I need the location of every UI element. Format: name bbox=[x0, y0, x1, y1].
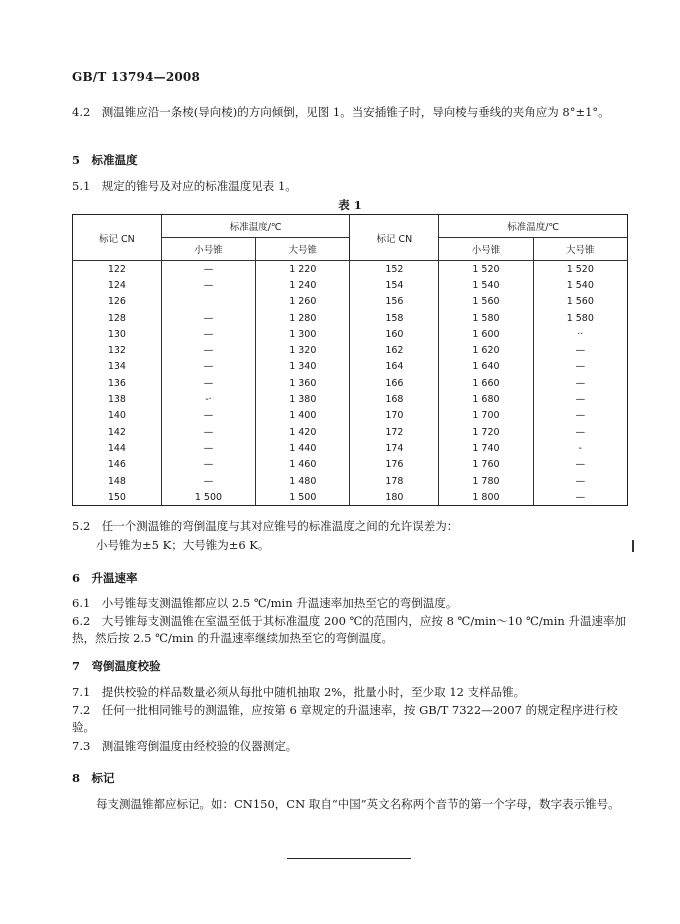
table-row bbox=[73, 342, 628, 358]
table-cell: 1 520 bbox=[533, 261, 627, 278]
table-cell: — bbox=[161, 457, 255, 473]
margin-mark bbox=[632, 540, 634, 552]
table-row bbox=[73, 440, 628, 456]
table-cell: 158 bbox=[350, 310, 439, 326]
table-cell: 1 360 bbox=[256, 375, 350, 391]
table-cell: 1 380 bbox=[256, 391, 350, 407]
table-cell: -· bbox=[161, 391, 255, 407]
table-cell: 126 bbox=[73, 294, 162, 310]
table-row bbox=[73, 489, 628, 506]
table-cell: — bbox=[161, 310, 255, 326]
table-cell: 178 bbox=[350, 473, 439, 489]
table-row bbox=[73, 457, 628, 473]
clause-5-2: 5.2 任一个测温锥的弯倒温度与其对应锥号的标准温度之间的允许误差为： bbox=[72, 519, 459, 533]
table-cell: — bbox=[533, 391, 627, 407]
table-cell: 1 780 bbox=[439, 473, 533, 489]
table-row bbox=[73, 359, 628, 375]
table-cell: — bbox=[161, 277, 255, 293]
table-cell: 174 bbox=[350, 440, 439, 456]
table-cell: 150 bbox=[73, 489, 162, 506]
table-cell: 1 740 bbox=[439, 440, 533, 456]
section-8-body: 每支测温锥都应标记。如：CN150，CN 取自“中国”英文名称两个音节的第一个字母，数字表示锥号。 bbox=[96, 797, 620, 811]
table-cell: 1 480 bbox=[256, 473, 350, 489]
table-cell: — bbox=[533, 457, 627, 473]
table-cell: — bbox=[533, 473, 627, 489]
table-cell: 1 280 bbox=[256, 310, 350, 326]
table-cell: 152 bbox=[350, 261, 439, 278]
table-cell: 1 400 bbox=[256, 408, 350, 424]
col-mark-header-2: 标记 CN bbox=[350, 215, 439, 261]
clause-7-3: 7.3 测温锥弯倒温度由经校验的仪器测定。 bbox=[72, 739, 298, 753]
section-7-title: 7 弯倒温度校验 bbox=[72, 659, 161, 673]
standard-code: GB/T 13794—2008 bbox=[72, 70, 201, 84]
table-cell: 128 bbox=[73, 310, 162, 326]
table-cell: 1 660 bbox=[439, 375, 533, 391]
table-cell: 146 bbox=[73, 457, 162, 473]
table-cell: 1 440 bbox=[256, 440, 350, 456]
table-cell: 1 460 bbox=[256, 457, 350, 473]
clause-5-1: 5.1 规定的锥号及对应的标准温度见表 1。 bbox=[72, 179, 297, 193]
table-cell: 1 260 bbox=[256, 294, 350, 310]
table-cell: — bbox=[533, 359, 627, 375]
table-cell: — bbox=[533, 408, 627, 424]
table-cell: 1 300 bbox=[256, 326, 350, 342]
clause-6-1: 6.1 小号锥每支测温锥都应以 2.5 ℃/min 升温速率加热至它的弯倒温度。 bbox=[72, 596, 458, 610]
table-cell: 122 bbox=[73, 261, 162, 278]
col-temp-header-2: 标准温度/℃ bbox=[439, 215, 628, 238]
standard-temperature-table bbox=[72, 214, 628, 506]
table-cell: — bbox=[161, 359, 255, 375]
table-row bbox=[73, 261, 628, 278]
table-cell: 1 700 bbox=[439, 408, 533, 424]
col-temp-header: 标准温度/℃ bbox=[161, 215, 350, 238]
table-row bbox=[73, 408, 628, 424]
table-cell: 1 420 bbox=[256, 424, 350, 440]
clause-7-1: 7.1 提供校验的样品数量必须从每批中随机抽取 2%，批量小时，至少取 12 支样品锥。 bbox=[72, 685, 526, 699]
table-row bbox=[73, 391, 628, 407]
table-cell: 1 620 bbox=[439, 342, 533, 358]
table-cell: 1 220 bbox=[256, 261, 350, 278]
table-cell: 160 bbox=[350, 326, 439, 342]
table-cell: 130 bbox=[73, 326, 162, 342]
clause-7-2: 7.2 任何一批相同锥号的测温锥，应按第 6 章规定的升温速率，按 GB/T 7322—2007 的规定程序进行校验。 bbox=[72, 703, 618, 734]
table-cell: — bbox=[533, 375, 627, 391]
table-cell: — bbox=[161, 342, 255, 358]
table-cell: — bbox=[533, 424, 627, 440]
table-cell: 1 600 bbox=[439, 326, 533, 342]
table-cell: — bbox=[161, 261, 255, 278]
table-cell: 132 bbox=[73, 342, 162, 358]
table-cell: 1 800 bbox=[439, 489, 533, 506]
table-cell: 136 bbox=[73, 375, 162, 391]
table-cell: 156 bbox=[350, 294, 439, 310]
table-cell: 138 bbox=[73, 391, 162, 407]
table-cell: — bbox=[161, 424, 255, 440]
table-caption: 表 1 bbox=[338, 198, 362, 212]
table-row bbox=[73, 294, 628, 310]
table-cell: — bbox=[161, 408, 255, 424]
table-cell: 168 bbox=[350, 391, 439, 407]
col-large-header: 大号锥 bbox=[256, 238, 350, 261]
clause-5-2-values: 小号锥为±5 K；大号锥为±6 K。 bbox=[96, 538, 270, 552]
table-cell: 144 bbox=[73, 440, 162, 456]
table-cell: 1 500 bbox=[161, 489, 255, 506]
table-cell: 154 bbox=[350, 277, 439, 293]
table-row bbox=[73, 424, 628, 440]
table-cell: 148 bbox=[73, 473, 162, 489]
table-cell: — bbox=[161, 326, 255, 342]
table-cell: 1 320 bbox=[256, 342, 350, 358]
table-cell: 1 340 bbox=[256, 359, 350, 375]
table-cell: 1 720 bbox=[439, 424, 533, 440]
table-cell: 1 560 bbox=[439, 294, 533, 310]
table-cell: 1 580 bbox=[439, 310, 533, 326]
table-cell: 172 bbox=[350, 424, 439, 440]
table-cell: — bbox=[533, 489, 627, 506]
table-cell: 1 760 bbox=[439, 457, 533, 473]
table-cell: 1 580 bbox=[533, 310, 627, 326]
table-row bbox=[73, 310, 628, 326]
table-cell: 1 240 bbox=[256, 277, 350, 293]
table-cell: — bbox=[161, 375, 255, 391]
section-8-title: 8 标记 bbox=[72, 771, 115, 785]
table-cell: 134 bbox=[73, 359, 162, 375]
col-small-header: 小号锥 bbox=[161, 238, 255, 261]
table-cell: 1 520 bbox=[439, 261, 533, 278]
clause-4-2: 4.2 测温锥应沿一条棱(导向棱)的方向倾倒，见图 1。当安插锥子时，导向棱与垂线的夹角应为 8°±1°。 bbox=[72, 105, 610, 119]
end-rule bbox=[287, 858, 411, 859]
col-large-header-2: 大号锥 bbox=[533, 238, 627, 261]
table-row bbox=[73, 375, 628, 391]
table-cell: - bbox=[533, 440, 627, 456]
table-cell: 1 540 bbox=[439, 277, 533, 293]
table-row bbox=[73, 473, 628, 489]
col-mark-header: 标记 CN bbox=[73, 215, 162, 261]
table-cell: — bbox=[161, 440, 255, 456]
table-cell: 170 bbox=[350, 408, 439, 424]
table-cell bbox=[161, 294, 255, 310]
section-6-title: 6 升温速率 bbox=[72, 571, 138, 585]
table-cell: 166 bbox=[350, 375, 439, 391]
table-cell: ·· bbox=[533, 326, 627, 342]
table-cell: 142 bbox=[73, 424, 162, 440]
table-cell: 164 bbox=[350, 359, 439, 375]
table-cell: — bbox=[533, 342, 627, 358]
table-cell: 1 560 bbox=[533, 294, 627, 310]
table-row bbox=[73, 277, 628, 293]
table-cell: 140 bbox=[73, 408, 162, 424]
table-cell: — bbox=[161, 473, 255, 489]
section-5-title: 5 标准温度 bbox=[72, 153, 138, 167]
table-cell: 176 bbox=[350, 457, 439, 473]
table-cell: 1 540 bbox=[533, 277, 627, 293]
table-cell: 1 500 bbox=[256, 489, 350, 506]
table-cell: 1 640 bbox=[439, 359, 533, 375]
table-cell: 124 bbox=[73, 277, 162, 293]
clause-6-2: 6.2 大号锥每支测温锥在室温至低于其标准温度 200 ℃的范围内，应按 8 ℃/min～10 ℃/min 升温速率加热，然后按 2.5 ℃/min 的升温速率继续加热至它的弯倒温度。 bbox=[72, 614, 626, 645]
col-small-header-2: 小号锥 bbox=[439, 238, 533, 261]
table-cell: 162 bbox=[350, 342, 439, 358]
table-cell: 180 bbox=[350, 489, 439, 506]
table-cell: 1 680 bbox=[439, 391, 533, 407]
table-row bbox=[73, 326, 628, 342]
